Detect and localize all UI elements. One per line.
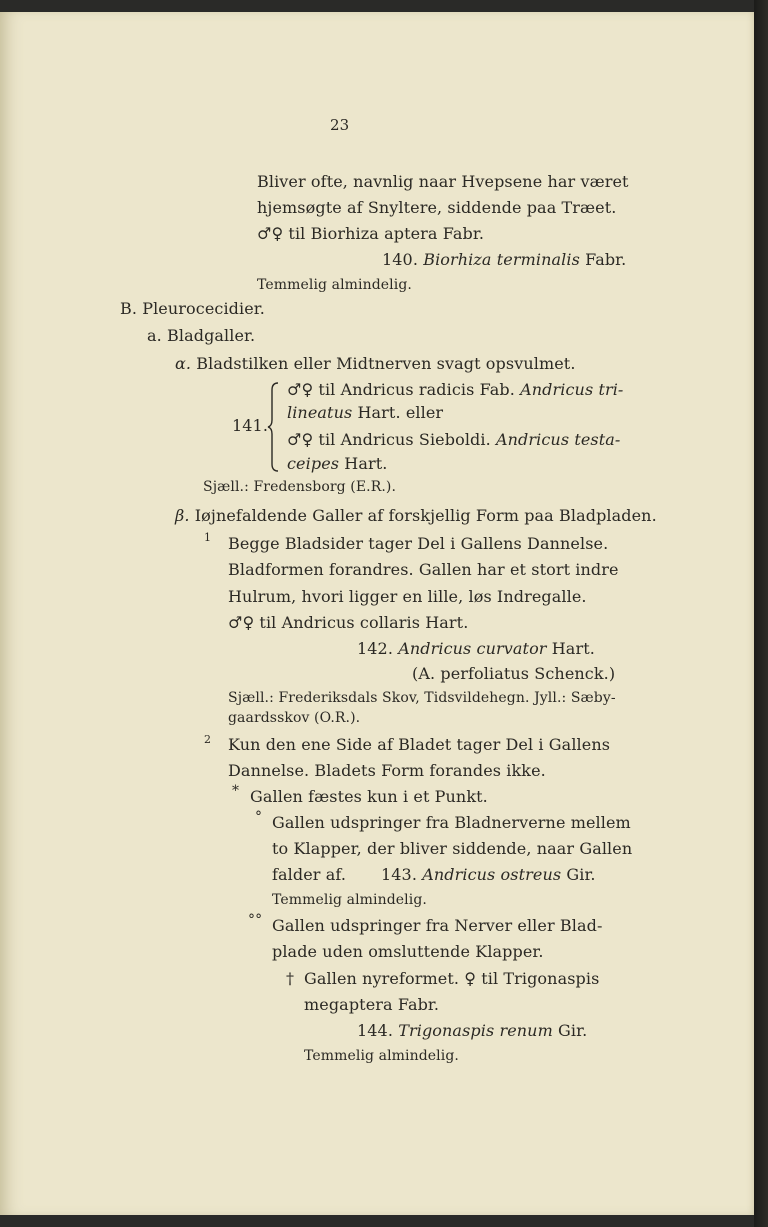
text-line: Gallen nyreformet. ♀ til Trigonaspis [304,969,600,988]
alpha-text: Bladstilken eller Midtnerven svagt opsvulmet. [196,354,576,373]
entry-number: 140. [382,250,419,269]
curly-brace-icon [267,382,279,472]
beta-line [175,506,657,526]
species-name: Trigonaspis renum [398,1021,553,1040]
entry-number: 142. [357,639,394,658]
text-line: Begge Bladsider tager Del i Gallens Dannelse. [228,534,609,553]
text-line: Gallen udspringer fra Bladnerverne mellem [272,813,631,832]
beta-mark: β. [175,506,190,525]
subsection-heading: a. Bladgaller. [147,326,256,345]
footnote-mark: 1 [204,531,212,544]
entry-number: 144. [357,1021,394,1040]
entry-number: 141. [232,416,269,435]
section-heading: B. Pleurocecidier. [120,299,265,318]
entry-141-line: ♂♀ til Andricus Sieboldi. Andricus testa- [287,430,621,449]
locality-note: Sjæll.: Fredensborg (E.R.). [203,479,397,495]
page-edge-shadow [754,0,768,1227]
alpha-line [175,354,576,374]
entry-141-line: lineatus Hart. eller [287,403,444,422]
asterisk-mark: * [232,783,240,799]
text-line: ♂♀ til Andricus collaris Hart. [228,613,469,632]
entry-142 [357,639,595,659]
text-line: Bliver ofte, navnlig naar Hvepsene har været [257,172,629,191]
text-line: falder af. [272,865,346,884]
author: Gir. [558,1021,588,1040]
text-line: plade uden omsluttende Klapper. [272,942,544,961]
beta-text: Iøjnefaldende Galler af forskjellig Form paa Bladpladen. [194,506,657,525]
text-line: ♂♀ til Biorhiza aptera Fabr. [257,224,485,243]
entry-140 [382,250,626,270]
book-page [0,12,754,1215]
text-line: Hulrum, hvori ligger en lille, løs Indregalle. [228,587,587,606]
degree-mark: °° [248,912,263,928]
species-name: Andricus curvator [398,639,547,658]
entry-141-line: ♂♀ til Andricus radicis Fab. Andricus tri- [287,380,624,399]
page-number: 23 [330,116,350,134]
locality-note: Sjæll.: Frederiksdals Skov, Tidsvildehegn. Jyll.: Sæby- [228,690,616,706]
entry-number: 143. [381,865,418,884]
text-line: Bladformen forandres. Gallen har et stort indre [228,560,619,579]
locality-note: gaardsskov (O.R.). [228,710,361,726]
dagger-mark: † [286,969,295,988]
text-line: Gallen udspringer fra Nerver eller Blad- [272,916,603,935]
frequency-note: Temmelig almindelig. [304,1048,459,1064]
text-line: to Klapper, der bliver siddende, naar Gallen [272,839,633,858]
entry-144 [357,1021,587,1041]
author: Hart. [551,639,595,658]
frequency-note: Temmelig almindelig. [272,892,427,908]
author: Gir. [566,865,596,884]
author: Fabr. [585,250,627,269]
synonym-line: (A. perfoliatus Schenck.) [412,664,616,683]
entry-141-line: ceipes Hart. [287,454,388,473]
footnote-mark: 2 [204,733,212,746]
text-line: Gallen fæstes kun i et Punkt. [250,787,488,806]
frequency-note: Temmelig almindelig. [257,277,412,293]
text-line: Dannelse. Bladets Form forandes ikke. [228,761,546,780]
species-name: Biorhiza terminalis [423,250,580,269]
text-line: hjemsøgte af Snyltere, siddende paa Træet. [257,198,617,217]
text-line: Kun den ene Side af Bladet tager Del i Gallens [228,735,611,754]
alpha-mark: α. [175,354,192,373]
species-name: Andricus ostreus [422,865,562,884]
entry-143 [381,865,596,885]
text-line: megaptera Fabr. [304,995,440,1014]
degree-mark: ° [255,809,263,825]
